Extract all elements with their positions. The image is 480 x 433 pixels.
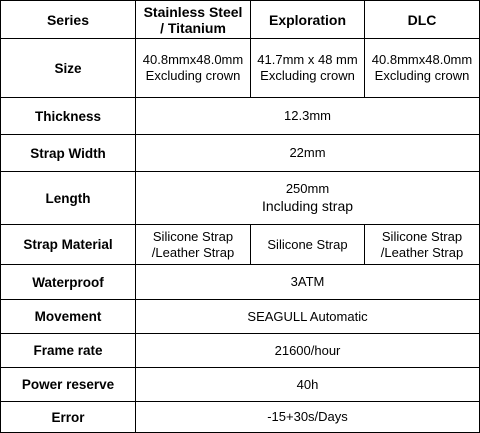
row-frame-rate bbox=[1, 334, 480, 368]
waterproof-label: Waterproof bbox=[1, 265, 136, 300]
size-col1-line2: Excluding crown bbox=[145, 68, 241, 83]
header-exploration: Exploration bbox=[251, 1, 365, 39]
thickness-label: Thickness bbox=[1, 98, 136, 135]
strap-material-stainless bbox=[136, 225, 251, 265]
row-power-reserve bbox=[1, 368, 480, 402]
length-label: Length bbox=[1, 172, 136, 225]
length-value bbox=[136, 172, 480, 225]
length-line2: Including strap bbox=[261, 198, 354, 214]
power-reserve-value: 40h bbox=[136, 368, 480, 402]
strap-material-label: Strap Material bbox=[1, 225, 136, 265]
size-col3-line2: Excluding crown bbox=[374, 68, 470, 83]
size-col2-line1: 41.7mm x 48 mm bbox=[257, 52, 358, 67]
row-strap-width bbox=[1, 135, 480, 172]
row-error bbox=[1, 402, 480, 433]
strap-width-value: 22mm bbox=[136, 135, 480, 172]
power-reserve-label: Power reserve bbox=[1, 368, 136, 402]
size-dlc bbox=[365, 39, 480, 98]
size-stainless bbox=[136, 39, 251, 98]
error-value: -15+30s/Days bbox=[136, 402, 480, 433]
length-line1: 250mm bbox=[285, 181, 330, 196]
strap-width-label: Strap Width bbox=[1, 135, 136, 172]
header-col1-line2: / Titanium bbox=[160, 19, 226, 36]
thickness-value: 12.3mm bbox=[136, 98, 480, 135]
size-col3-line1: 40.8mmx48.0mm bbox=[371, 52, 473, 67]
row-movement bbox=[1, 300, 480, 334]
strap-material-col3-line2: /Leather Strap bbox=[380, 244, 464, 260]
header-col1-line1: Stainless Steel bbox=[143, 3, 243, 20]
header-dlc: DLC bbox=[365, 1, 480, 39]
header-series: Series bbox=[1, 1, 136, 39]
error-label: Error bbox=[1, 402, 136, 433]
row-strap-material bbox=[1, 225, 480, 265]
size-label: Size bbox=[1, 39, 136, 98]
movement-value: SEAGULL Automatic bbox=[136, 300, 480, 334]
size-col2-line2: Excluding crown bbox=[260, 68, 355, 83]
movement-label: Movement bbox=[1, 300, 136, 334]
frame-rate-value: 21600/hour bbox=[136, 334, 480, 368]
header-row bbox=[1, 1, 480, 39]
row-length bbox=[1, 172, 480, 225]
header-stainless-titanium bbox=[136, 1, 251, 39]
strap-material-exploration: Silicone Strap bbox=[251, 225, 365, 265]
size-col1-line1: 40.8mmx48.0mm bbox=[142, 52, 244, 67]
frame-rate-label: Frame rate bbox=[1, 334, 136, 368]
size-exploration bbox=[251, 39, 365, 98]
row-thickness bbox=[1, 98, 480, 135]
strap-material-dlc bbox=[365, 225, 480, 265]
strap-material-col3-line1: Silicone Strap bbox=[381, 228, 463, 244]
strap-material-col1-line2: /Leather Strap bbox=[151, 244, 235, 260]
row-size bbox=[1, 39, 480, 98]
strap-material-col1-line1: Silicone Strap bbox=[152, 228, 234, 244]
waterproof-value: 3ATM bbox=[136, 265, 480, 300]
row-waterproof bbox=[1, 265, 480, 300]
